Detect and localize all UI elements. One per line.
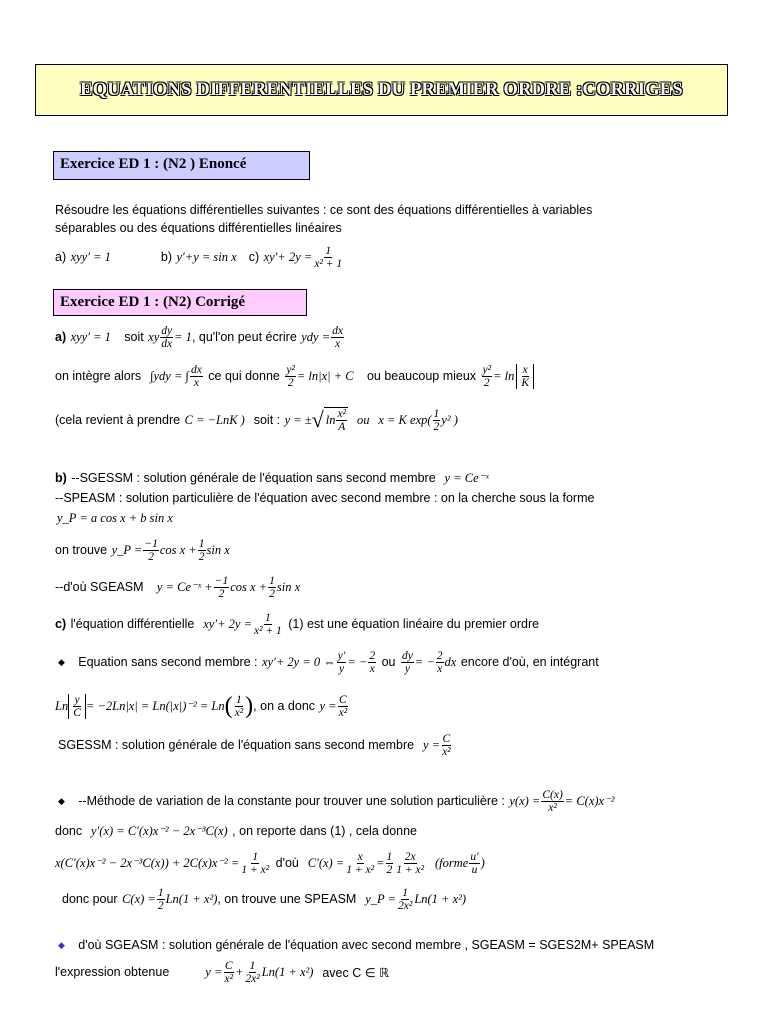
enonce-intro-2: séparables ou des équations différentielles linéaires [55, 221, 342, 235]
corrige-c-trouve: , on trouve une SPEASM [217, 892, 357, 906]
corrige-c-yP: y_P = [365, 891, 396, 906]
corrige-c-ln1: Ln [55, 698, 69, 713]
corrige-a-soit: soit [124, 330, 144, 344]
enonce-equations [55, 240, 344, 274]
diamond-bullet-icon: ◆ [58, 656, 65, 667]
corrige-c-final-ln: Ln(1 + x²) [261, 964, 314, 979]
corrige-c-line1 [55, 606, 539, 642]
corrige-b-cos2: cos x + [230, 579, 268, 594]
corrige-c-bullet1 [58, 645, 599, 679]
corrige-c-yeq: y = [319, 698, 337, 713]
corrige-a-y2end: y² ) [441, 412, 458, 427]
paren-open-icon: ( [224, 692, 233, 719]
corrige-b-sin2: sin x [276, 579, 301, 594]
corrige-b-label: b) [55, 471, 67, 485]
corrige-a-int: ∫ydy = ∫ [150, 368, 189, 383]
corrige-a-line1 [55, 322, 345, 352]
corrige-a-y2-frac2: $\frac{\text{y²}}{2}$ [482, 363, 492, 389]
corrige-a-line3 [55, 402, 458, 438]
enonce-c-eq: xy′+ 2y = [263, 249, 313, 264]
corrige-a-sqrt-body [324, 407, 348, 433]
corrige-c-donc-eq: y′(x) = C′(x)x⁻² − 2x⁻³C(x) [91, 824, 228, 838]
corrige-b-m1half: $\frac{-1}{2}$ [144, 537, 158, 563]
corrige-c-up-frac: $\frac{u'}{u}$ [470, 850, 479, 876]
enonce-a-eq: xyy′ = 1 [70, 249, 111, 264]
diamond-bullet-icon: ◆ [58, 939, 65, 950]
corrige-b-yce: y = Ce⁻ˣ + [156, 580, 213, 594]
corrige-c-sgessm-text: SGESSM : solution générale de l'équation sans second membre [58, 738, 415, 752]
corrige-a-soit2: soit : [253, 413, 281, 427]
enonce-heading: Exercice ED 1 : (N2 ) Enoncé [53, 151, 310, 180]
corrige-c-methode [58, 783, 614, 819]
corrige-heading: Exercice ED 1 : (N2) Corrigé [53, 289, 307, 316]
corrige-b-text1: --SGESSM : solution générale de l'équation sans second membre [71, 471, 436, 485]
corrige-c-avec: avec C ∈ ℝ [322, 965, 389, 980]
corrige-c-Cx2: $\frac{C}{\text{x²}}$ [338, 693, 348, 719]
corrige-a-ypm: y = ± [284, 412, 312, 427]
corrige-c-yC: $\frac{y}{C}$ [73, 693, 81, 719]
paren-close-icon: ) [245, 692, 254, 719]
corrige-c-final [55, 954, 389, 990]
corrige-c-intro: l'équation différentielle [70, 617, 195, 631]
corrige-b-eq1: y = Ce⁻ˣ [444, 471, 489, 485]
corrige-c-ou: ou [381, 655, 396, 669]
corrige-c-eq: xy′+ 2y = [203, 616, 252, 631]
diamond-bullet-icon: ◆ [58, 795, 65, 806]
corrige-c-ypy: $\frac{y'}{y}$ [337, 649, 346, 675]
corrige-c-ln1x2-2: Ln(1 + x²) [414, 891, 467, 906]
enonce-intro-1: Résoudre les équations différentielles suivantes : ce sont des équations différentielles à variables [55, 203, 593, 217]
corrige-a-eq1: = 1 [174, 329, 192, 344]
corrige-c-dx: dx [444, 654, 457, 669]
page-title: EQUATIONS DIFFERENTIELLES DU PREMIER ORDRE :CORRIGES [80, 79, 683, 100]
page-title-box [35, 64, 728, 116]
corrige-c-spea-line [62, 881, 466, 917]
corrige-a-label: a) [55, 330, 67, 344]
corrige-c-eqm: = − [347, 654, 368, 669]
corrige-c-b1-text: Equation sans second membre : [78, 655, 258, 669]
corrige-c-big-frac: $\frac{1}{\text{1 + x²}}$ [241, 850, 270, 876]
corrige-c-final-yeq: y = [205, 964, 223, 979]
corrige-c-spea-frac: $\frac{1}{\text{2x²}}$ [398, 886, 413, 912]
corrige-a-ln2: = ln [493, 368, 515, 383]
corrige-c-half-frac: $\frac{1}{2}$ [386, 850, 393, 876]
corrige-a-x2A: $\frac{\text{x²}}{A}$ [337, 408, 347, 433]
corrige-c-meth-frac: $\frac{C(x)}{\text{x²}}$ [542, 788, 563, 814]
corrige-c-final-frac: $\frac{1}{\text{2x²}}$ [245, 959, 260, 985]
enonce-b-label: b) [160, 250, 173, 264]
corrige-c-label: c) [55, 617, 67, 631]
enonce-b-eq: y′+y = sin x [176, 249, 237, 264]
corrige-c-close: ) [480, 855, 485, 870]
corrige-c-2x: $\frac{2}{x}$ [369, 649, 376, 675]
corrige-c-dou: d'où [275, 856, 299, 870]
corrige-b-half-2: $\frac{1}{2}$ [269, 574, 275, 600]
corrige-c-donc: , on a donc [253, 699, 316, 713]
corrige-c-sgessm-yeq: y = [422, 737, 441, 752]
corrige-a-integre: on intègre alors [55, 369, 142, 383]
corrige-c-forme: (forme [434, 855, 469, 870]
corrige-b-yP: y_P = [111, 542, 143, 557]
corrige-a-dxx: $\frac{dx}{x}$ [332, 324, 343, 350]
sqrt-icon: √ [311, 407, 324, 432]
corrige-c-Cpx: C′(x) = [307, 855, 345, 870]
corrige-a-ydy: ydy = [301, 329, 331, 344]
corrige-c-b1-eq: xy′+ 2y = 0 ⇔ [262, 654, 336, 669]
corrige-c-sgessm [58, 727, 453, 763]
corrige-a-ln1: = ln|x| + C [296, 368, 354, 383]
corrige-c-ln-line [55, 686, 349, 726]
enonce-c-label: c) [248, 250, 260, 264]
corrige-c-meth-eq2: = C(x)x⁻² [564, 794, 615, 808]
corrige-c-2x-2: $\frac{2}{x}$ [436, 649, 443, 675]
corrige-a-eq: xyy′ = 1 [70, 329, 111, 344]
corrige-a-int-frac: $\frac{dx}{x}$ [190, 363, 202, 389]
corrige-c-note: (1) est une équation linéaire du premier ordre [288, 617, 540, 631]
corrige-c-x-frac: $\frac{x}{\text{1 + x²}}$ [346, 850, 375, 876]
corrige-c-donc-word: donc [55, 824, 83, 838]
corrige-c-final-Cx2: $\frac{C}{\text{x²}}$ [224, 959, 233, 985]
corrige-a-revient: (cela revient à prendre [55, 413, 181, 427]
corrige-a-xy: xy [148, 329, 160, 344]
corrige-c-donc-line [55, 822, 417, 840]
corrige-a-abs [516, 364, 534, 389]
corrige-b-sin: sin x [206, 542, 230, 557]
corrige-c-2x-frac: $\frac{2x}{\text{1 + x²}}$ [396, 850, 425, 876]
corrige-a-sqrt-ln: ln [325, 413, 336, 427]
corrige-c-eqm2: = − [414, 654, 435, 669]
corrige-c-sgessm-frac: $\frac{C}{\text{x²}}$ [442, 732, 451, 758]
corrige-a-Ceq: C = −LnK ) [184, 412, 245, 427]
corrige-a-half: $\frac{1}{2}$ [433, 407, 440, 433]
corrige-c-eqhalf: = [376, 855, 385, 870]
corrige-a-line2 [55, 359, 534, 393]
corrige-c-abs [68, 694, 86, 719]
corrige-b-m1half-2: $\frac{-1}{2}$ [214, 574, 229, 600]
enonce-a-label: a) [55, 250, 67, 264]
corrige-b-line4 [55, 533, 230, 567]
corrige-c-spea-half: $\frac{1}{2}$ [157, 886, 164, 912]
corrige-c-frac: $\frac{1}{\text{x² + 1}}$ [254, 611, 282, 637]
corrige-c-dyy: $\frac{dy}{y}$ [401, 649, 413, 675]
corrige-c-meth-eq: y(x) = [509, 793, 541, 808]
corrige-c-reporte: , on reporte dans (1) , cela donne [232, 824, 418, 838]
corrige-a-xK: $\frac{x}{K}$ [521, 363, 530, 389]
corrige-b-line2: --SPEASM : solution particulière de l'équation avec second membre : on la cherche sous la forme [55, 491, 595, 505]
corrige-b-line3: y_P = a cos x + b sin x [57, 511, 173, 525]
corrige-c-methode-text: --Méthode de variation de la constante pour trouver une solution particulière : [78, 794, 505, 808]
corrige-c-Cx-eq: C(x) = [122, 891, 156, 906]
corrige-c-big-line [55, 845, 485, 881]
corrige-a-ou: ou [356, 412, 370, 427]
corrige-c-big-eq: x(C′(x)x⁻² − 2x⁻³C(x)) + 2C(x)x⁻² = [55, 856, 240, 870]
corrige-c-expression: l'expression obtenue [55, 965, 170, 979]
enonce-c-frac: $\frac{1}{\text{x² + 1}}$ [314, 244, 343, 270]
corrige-b-line1 [55, 469, 489, 487]
corrige-c-donc-pour: donc pour [62, 892, 118, 906]
corrige-c-encore: encore d'où, en intégrant [460, 655, 599, 669]
corrige-a-cequi: ce qui donne [208, 369, 280, 383]
corrige-c-sgeasm [58, 936, 654, 954]
corrige-c-final-plus: + [234, 964, 244, 979]
corrige-b-half: $\frac{1}{2}$ [198, 537, 205, 563]
corrige-a-xeq: x = K exp( [378, 412, 432, 427]
corrige-b-line5 [55, 570, 300, 604]
corrige-a-peut: , qu'l'on peut écrire [191, 330, 297, 344]
corrige-c-1x2: $\frac{1}{\text{x²}}$ [234, 693, 244, 719]
corrige-c-ln1x2: Ln(1 + x²) [165, 891, 218, 906]
corrige-a-dydx: $\frac{dy}{dx}$ [161, 324, 173, 350]
corrige-a-y2-frac: $\frac{\text{y²}}{2}$ [286, 363, 295, 389]
corrige-c-dou-sgeasm: d'où SGEASM : solution générale de l'équation avec second membre , SGEASM = SGES2M+ SPEASM [78, 938, 655, 952]
corrige-b-cos: cos x + [159, 542, 197, 557]
corrige-c-ln2: = −2Ln|x| = Ln(|x|)⁻² = Ln [85, 699, 225, 713]
corrige-a-beaucoup: ou beaucoup mieux [366, 369, 477, 383]
corrige-b-trouve: on trouve [55, 543, 108, 557]
corrige-b-dou: --d'où SGEASM [55, 580, 144, 594]
